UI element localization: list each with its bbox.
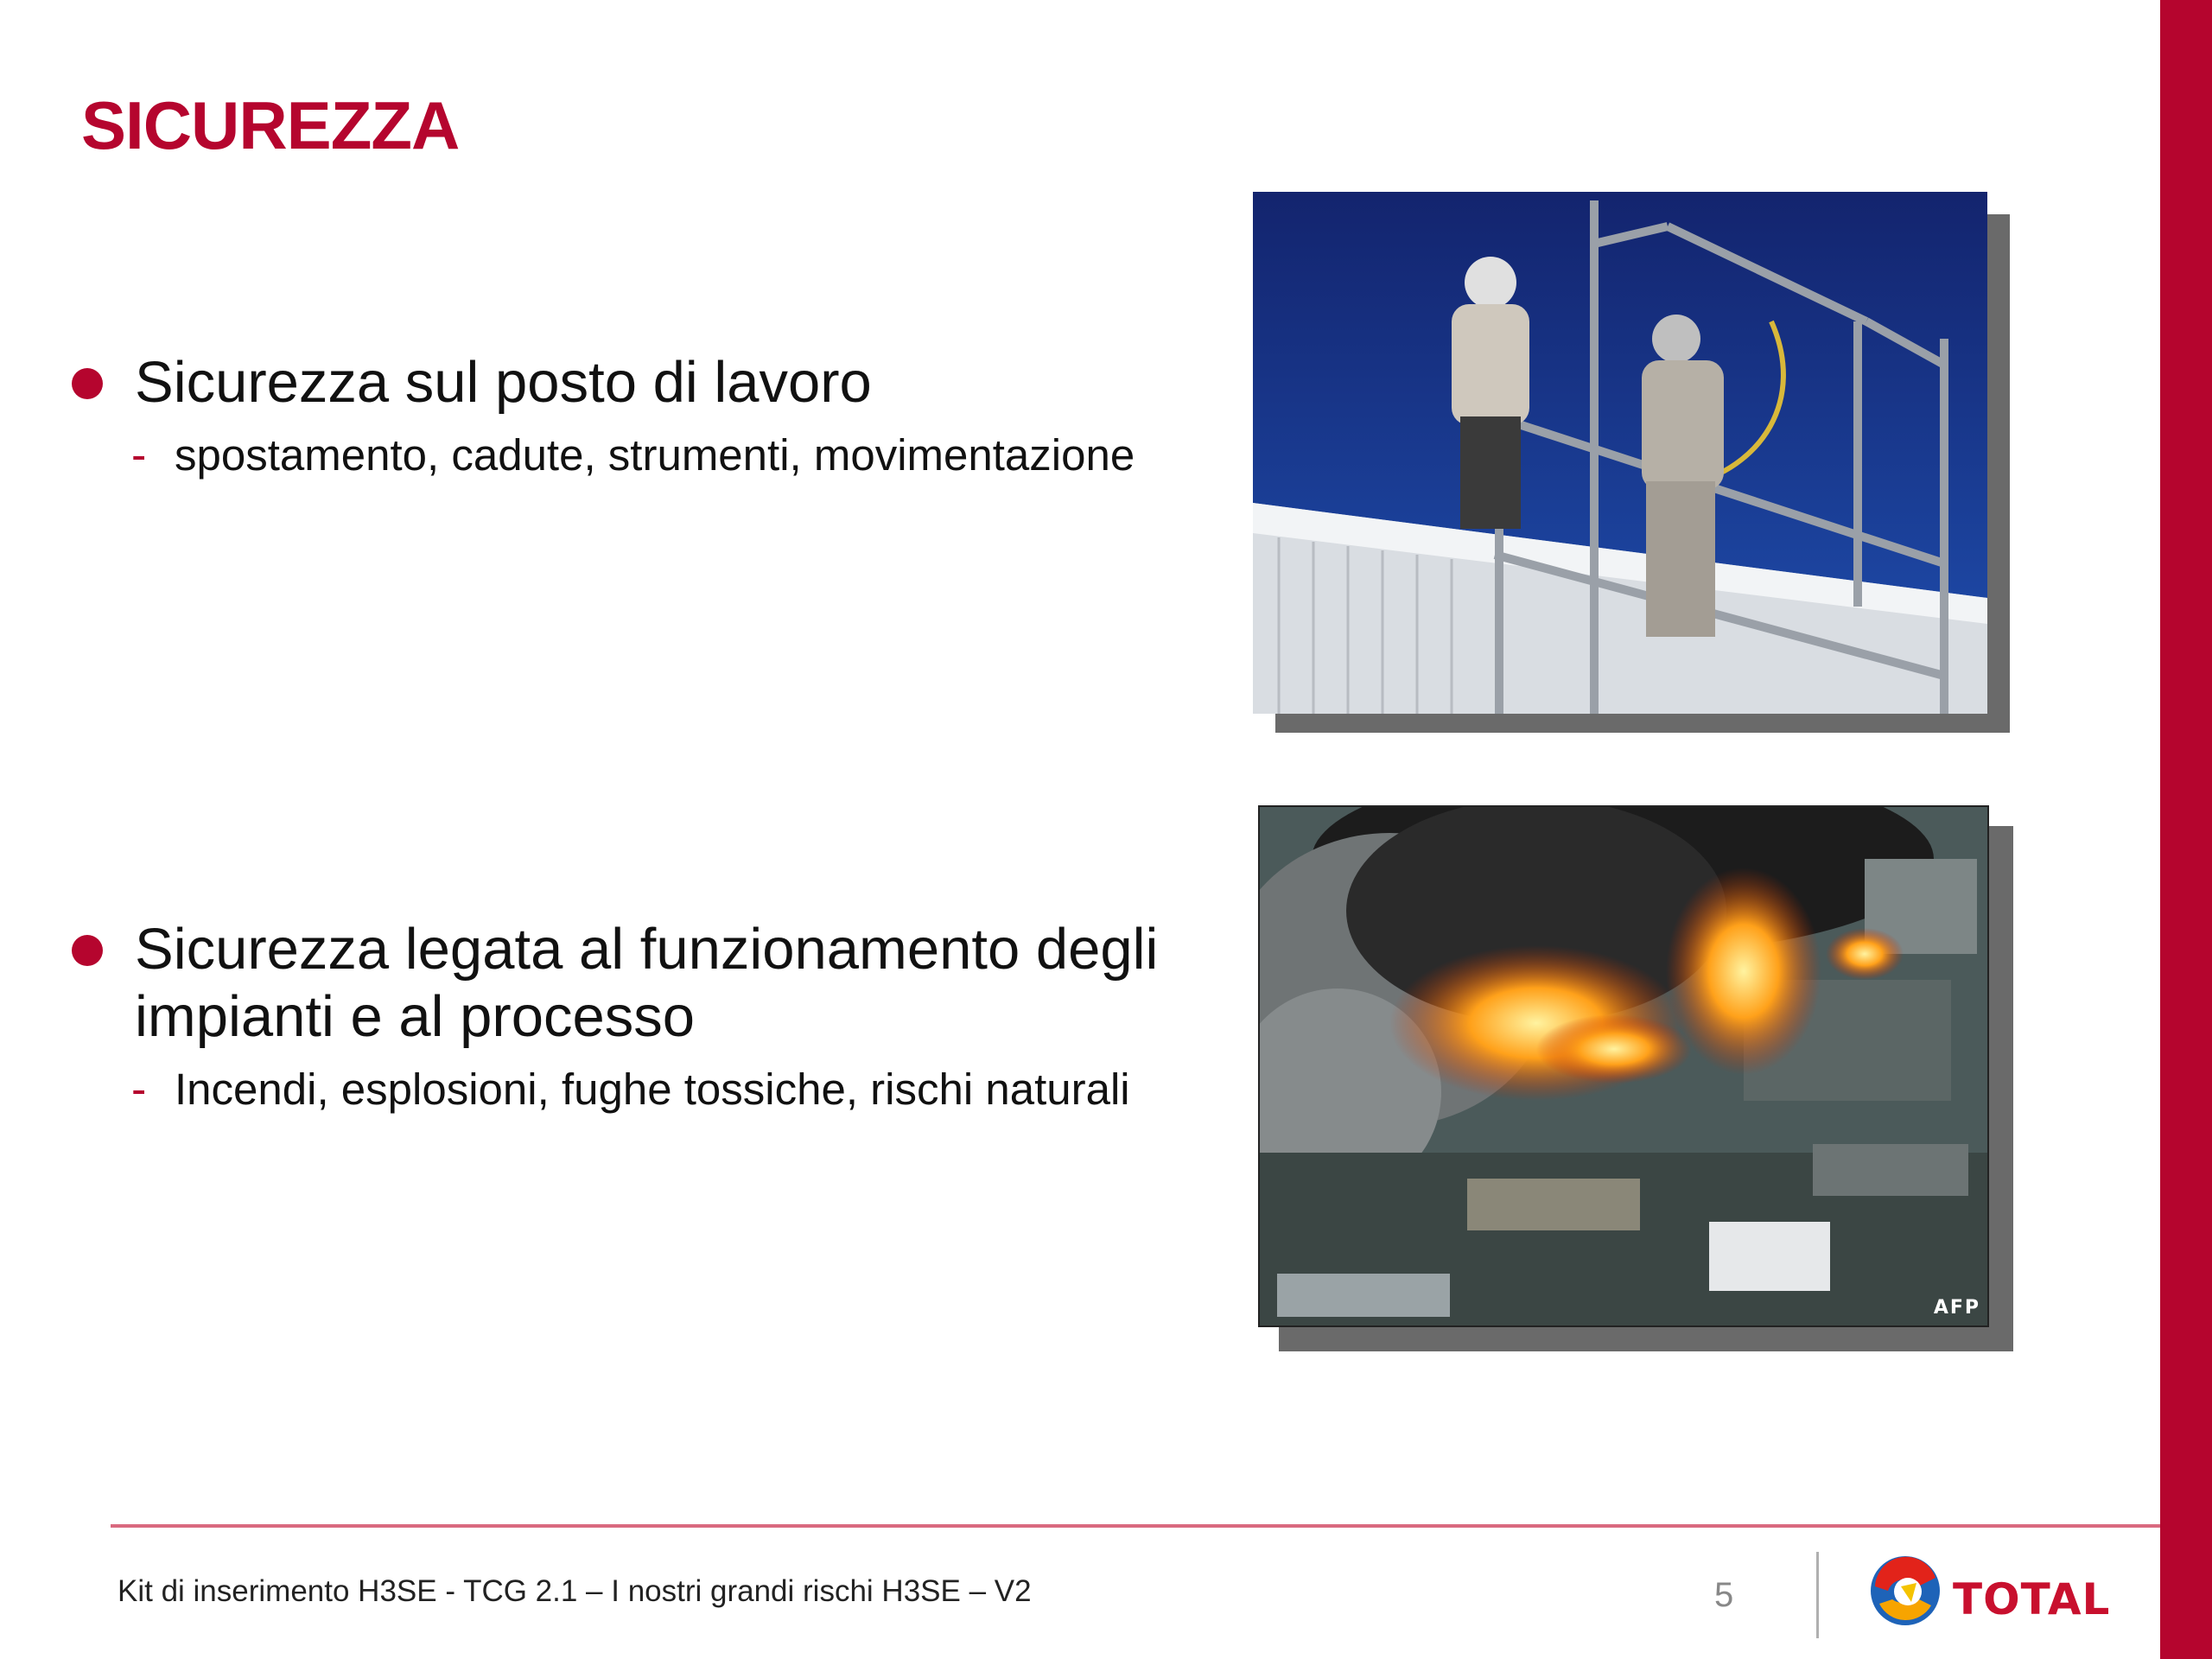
industrial-fire-photo (1258, 805, 2013, 1351)
page-number: 5 (1714, 1576, 1734, 1614)
bullet-dot-icon (72, 935, 103, 966)
bullet-text: Sicurezza sul posto di lavoro (135, 350, 872, 415)
footer-separator (1816, 1552, 1819, 1638)
bullet-item-workplace (69, 349, 1262, 482)
bullet-dot-icon (72, 368, 103, 399)
right-accent-bar (2160, 0, 2212, 1659)
sub-bullet-text: Incendi, esplosioni, fughe tossiche, rischi naturali (175, 1065, 1130, 1114)
total-logo-icon (1866, 1552, 1944, 1630)
logo-wordmark: TOTAL (1953, 1574, 2111, 1624)
slide-title: SICUREZZA (81, 87, 460, 163)
scaffolding-illustration (1253, 192, 1987, 714)
dash-icon: - (131, 1065, 147, 1115)
fire-image (1258, 805, 1989, 1327)
photo-credit: AFP (1933, 1297, 1980, 1319)
bullet-text: Sicurezza legata al funzionamento degli impianti e al processo (135, 917, 1159, 1049)
bullet-item-process (69, 916, 1227, 1116)
sub-bullet-text: spostamento, cadute, strumenti, movimentazione (175, 430, 1135, 480)
dash-icon: - (131, 430, 147, 480)
footer-text: Kit di inserimento H3SE - TCG 2.1 – I nostri grandi rischi H3SE – V2 (118, 1574, 1032, 1608)
scaffolding-photo (1253, 192, 2013, 736)
scaffolding-image (1253, 192, 1987, 714)
footer-divider (111, 1524, 2160, 1528)
fire-illustration (1260, 807, 1987, 1325)
